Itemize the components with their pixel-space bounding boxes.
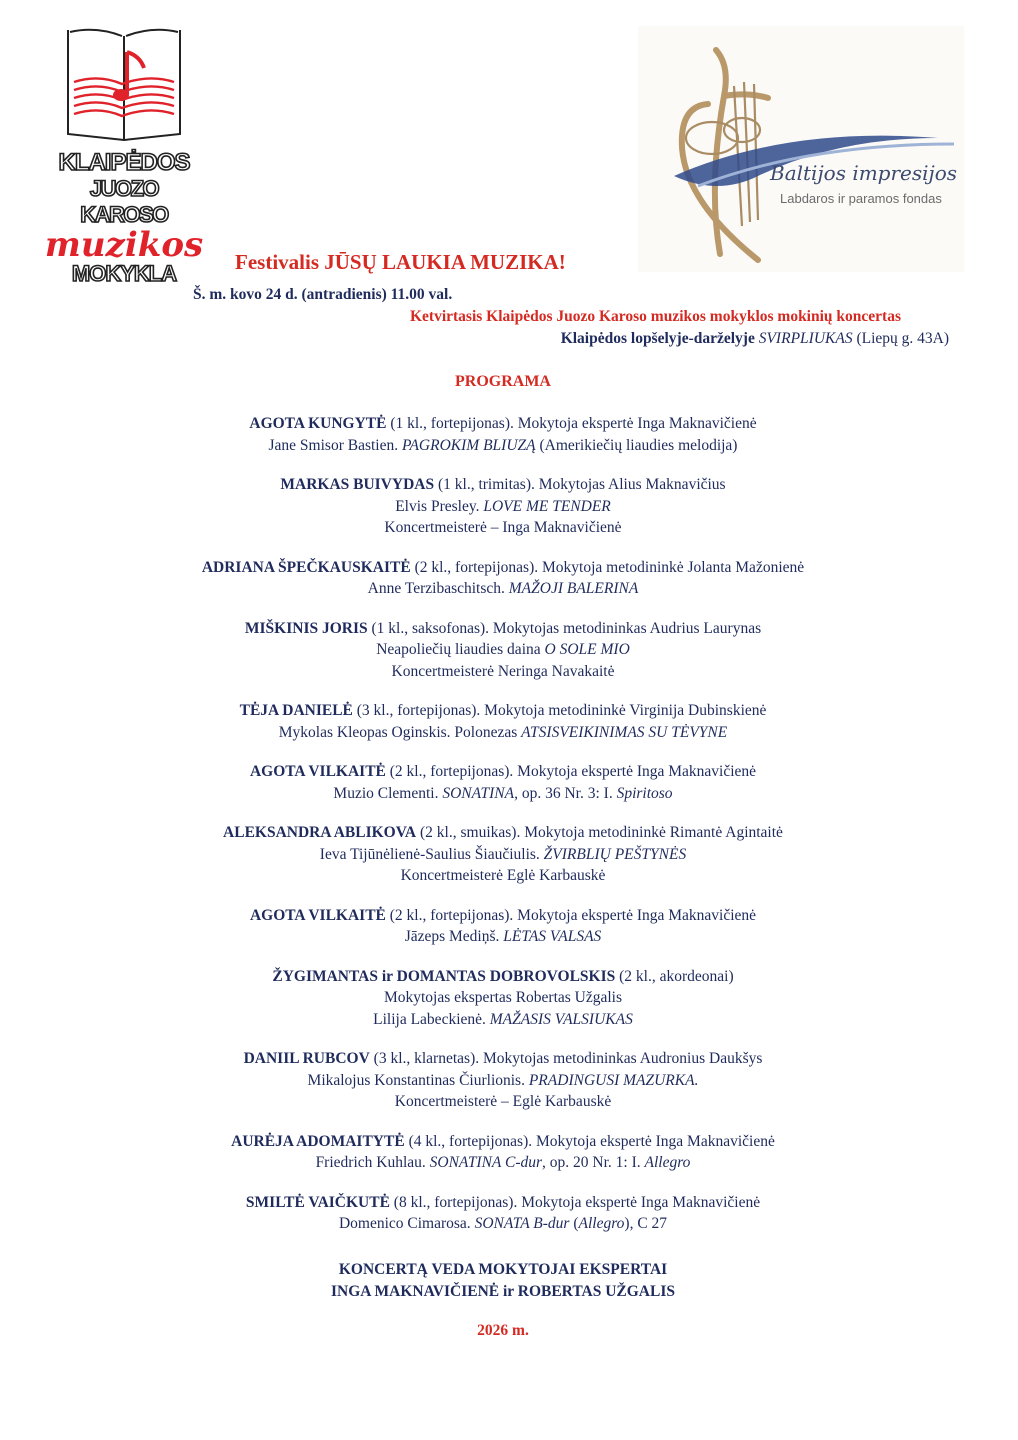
performer-name: ADRIANA ŠPEČKAUSKAITĖ xyxy=(201,558,411,576)
piece-title: PRADINGUSI MAZURKA. xyxy=(528,1071,699,1089)
program-item xyxy=(0,474,1006,539)
program-item xyxy=(0,905,1006,948)
performer-line xyxy=(0,1048,1006,1070)
piece-text: Jāzeps Mediņš. xyxy=(404,928,504,945)
performer-name: AGOTA VILKAITĖ xyxy=(249,763,386,780)
performer-line xyxy=(0,700,1006,722)
piece-title: LOVE ME TENDER xyxy=(483,497,611,515)
school-logo xyxy=(44,22,204,286)
piece-title: Spiritoso xyxy=(616,784,673,802)
piece-title: Allegro xyxy=(578,1215,625,1232)
performer-details: (3 kl., fortepijonas). Mokytoja metodininkė Virginija Dubinskienė xyxy=(356,702,767,719)
piece-line xyxy=(0,435,1006,457)
piece-text: Anne Terzibaschitsch. xyxy=(367,580,509,597)
piece-title: ŽVIRBLIŲ PEŠTYNĖS xyxy=(543,845,687,863)
piece-text: Domenico Cimarosa. xyxy=(338,1215,475,1232)
event-date: Š. m. kovo 24 d. (antradienis) 11.00 val. xyxy=(193,286,453,303)
venue-prefix: Klaipėdos lopšelyje-darželyje xyxy=(560,330,755,347)
program-item xyxy=(0,822,1006,887)
piece-line xyxy=(0,844,1006,866)
performer-details: (3 kl., klarnetas). Mokytojas metodininkas Audronius Daukšys xyxy=(373,1050,763,1067)
piece-line xyxy=(0,783,1006,805)
program-item xyxy=(0,966,1006,1031)
performer-name: MIŠKINIS JORIS xyxy=(244,619,368,637)
closing-note xyxy=(0,1259,1006,1302)
performer-line xyxy=(0,557,1006,579)
year: 2026 m. xyxy=(477,1322,529,1339)
piece-line xyxy=(0,1009,1006,1031)
piece-text: Jane Smisor Bastien. xyxy=(268,436,402,454)
fund-name: Baltijos impresijos xyxy=(770,161,958,185)
performer-name: AURĖJA ADOMAITYTĖ xyxy=(231,1132,405,1150)
piece-text: Neapoliečių liaudies daina xyxy=(376,641,545,658)
performer-name: SMILTĖ VAIČKUTĖ xyxy=(245,1193,390,1211)
performer-line xyxy=(0,1192,1006,1214)
fund-subtitle: Labdaros ir paramos fondas xyxy=(780,191,942,206)
piece-line xyxy=(0,1070,1006,1092)
school-logo-line-2: JUOZO KAROSO xyxy=(80,176,168,227)
piece-title: MAŽOJI BALERINA xyxy=(508,580,639,597)
performer-details: (2 kl., fortepijonas). Mokytoja ekspertė Inga Maknavičienė xyxy=(389,906,757,924)
piece-title: SONATINA, xyxy=(442,784,518,802)
performer-details: (2 kl., smuikas). Mokytoja metodininkė Rimantė Agintaitė xyxy=(420,824,783,841)
performer-line xyxy=(0,1131,1006,1153)
piece-line xyxy=(0,1213,1006,1235)
performer-details: (2 kl., fortepijonas). Mokytoja ekspertė Inga Maknavičienė xyxy=(389,763,757,780)
performer-details: (2 kl., fortepijonas). Mokytoja metodininkė Jolanta Mažonienė xyxy=(414,558,805,576)
venue xyxy=(561,330,949,348)
performer-name: DANIIL RUBCOV xyxy=(243,1050,370,1067)
performer-name: ŽYGIMANTAS ir DOMANTAS DOBROVOLSKIS xyxy=(272,967,616,985)
teacher-line: Mokytojas ekspertas Robertas Užgalis xyxy=(383,989,623,1006)
piece-line xyxy=(0,1152,1006,1174)
performer-line xyxy=(0,618,1006,640)
piece-text: Ieva Tijūnėlienė-Saulius Šiaučiulis. xyxy=(319,845,544,863)
school-logo-line-3: muzikos xyxy=(44,225,204,265)
accompanist-line: Koncertmeisterė – Eglė Karbauskė xyxy=(394,1093,612,1110)
program-item xyxy=(0,618,1006,683)
performer-details: (4 kl., fortepijonas). Mokytoja ekspertė Inga Maknavičienė xyxy=(408,1132,775,1150)
piece-title: SONATINA C-dur xyxy=(429,1154,543,1171)
program-item xyxy=(0,1192,1006,1235)
piece-text: Lilija Labeckienė. xyxy=(373,1010,490,1028)
piece-line xyxy=(0,578,1006,600)
piece-text: Elvis Presley. xyxy=(395,497,484,515)
performer-name: AGOTA KUNGYTĖ xyxy=(249,415,387,432)
program-item xyxy=(0,700,1006,743)
lyre-icon xyxy=(638,26,964,272)
school-logo-line-4: MOKYKLA xyxy=(71,261,177,286)
piece-title: ATSISVEIKINIMAS SU TĖVYNE xyxy=(521,723,728,741)
piece-text: (Amerikiečių liaudies melodija) xyxy=(535,436,738,454)
accompanist-line: Koncertmeisterė – Inga Maknavičienė xyxy=(384,519,622,536)
program-list xyxy=(0,413,1006,1253)
piece-title: MAŽASIS VALSIUKAS xyxy=(489,1010,633,1028)
program-item xyxy=(0,1048,1006,1113)
performer-line xyxy=(0,761,1006,783)
closing-line-2: INGA MAKNAVIČIENĖ ir ROBERTAS UŽGALIS xyxy=(331,1282,675,1300)
piece-text: Friedrich Kuhlau. xyxy=(315,1154,430,1171)
performer-line xyxy=(0,966,1006,988)
performer-details: (2 kl., akordeonai) xyxy=(619,967,734,985)
piece-text: ), C 27 xyxy=(624,1215,668,1232)
performer-details: (1 kl., trimitas). Mokytojas Alius Maknavičius xyxy=(438,476,726,493)
piece-title: O SOLE MIO xyxy=(544,641,630,658)
piece-text: ( xyxy=(569,1215,579,1232)
program-item xyxy=(0,557,1006,600)
performer-name: AGOTA VILKAITĖ xyxy=(249,906,386,924)
piece-line xyxy=(0,496,1006,518)
piece-text: , op. 20 Nr. 1: I. xyxy=(542,1154,645,1171)
accompanist-line: Koncertmeisterė Neringa Navakaitė xyxy=(391,662,615,680)
accompanist-line: Koncertmeisterė Eglė Karbauskė xyxy=(400,867,606,884)
piece-title: Allegro xyxy=(644,1154,691,1171)
piece-text: Muzio Clementi. xyxy=(333,784,443,802)
piece-title: SONATA B-dur xyxy=(474,1215,570,1232)
fund-logo xyxy=(638,26,964,272)
piece-line xyxy=(0,926,1006,948)
performer-details: (1 kl., fortepijonas). Mokytoja ekspertė Inga Maknavičienė xyxy=(390,415,757,432)
program-item xyxy=(0,413,1006,456)
piece-line xyxy=(0,722,1006,744)
piece-text: Mikalojus Konstantinas Čiurlionis. xyxy=(307,1071,529,1089)
piece-text: Mykolas Kleopas Oginskis. Polonezas xyxy=(278,723,522,741)
closing-line-1: KONCERTĄ VEDA MOKYTOJAI EKSPERTAI xyxy=(338,1261,668,1278)
performer-line xyxy=(0,474,1006,496)
performer-name: TĖJA DANIELĖ xyxy=(239,702,353,719)
venue-name: SVIRPLIUKAS xyxy=(758,330,853,347)
school-logo-line-1: KLAIPĖDOS xyxy=(58,149,190,176)
piece-title: LĖTAS VALSAS xyxy=(503,928,602,945)
performer-name: MARKAS BUIVYDAS xyxy=(280,476,435,493)
piece-text: op. 36 Nr. 3: I. xyxy=(517,784,617,802)
performer-name: ALEKSANDRA ABLIKOVA xyxy=(223,824,417,841)
performer-details: (8 kl., fortepijonas). Mokytoja ekspertė Inga Maknavičienė xyxy=(393,1193,761,1211)
venue-address: (Liepų g. 43A) xyxy=(856,330,949,347)
performer-details: (1 kl., saksofonas). Mokytojas metodininkas Audrius Laurynas xyxy=(371,619,762,637)
performer-line xyxy=(0,905,1006,927)
piece-line xyxy=(0,639,1006,661)
performer-line xyxy=(0,413,1006,435)
festival-title: Festivalis JŪSŲ LAUKIA MUZIKA! xyxy=(235,250,566,274)
program-heading: PROGRAMA xyxy=(455,373,551,390)
piece-title: PAGROKIM BLIUZĄ xyxy=(401,436,536,454)
program-item xyxy=(0,761,1006,804)
performer-line xyxy=(0,822,1006,844)
program-item xyxy=(0,1131,1006,1174)
concert-title: Ketvirtasis Klaipėdos Juozo Karoso muzikos mokyklos mokinių koncertas xyxy=(409,308,901,325)
